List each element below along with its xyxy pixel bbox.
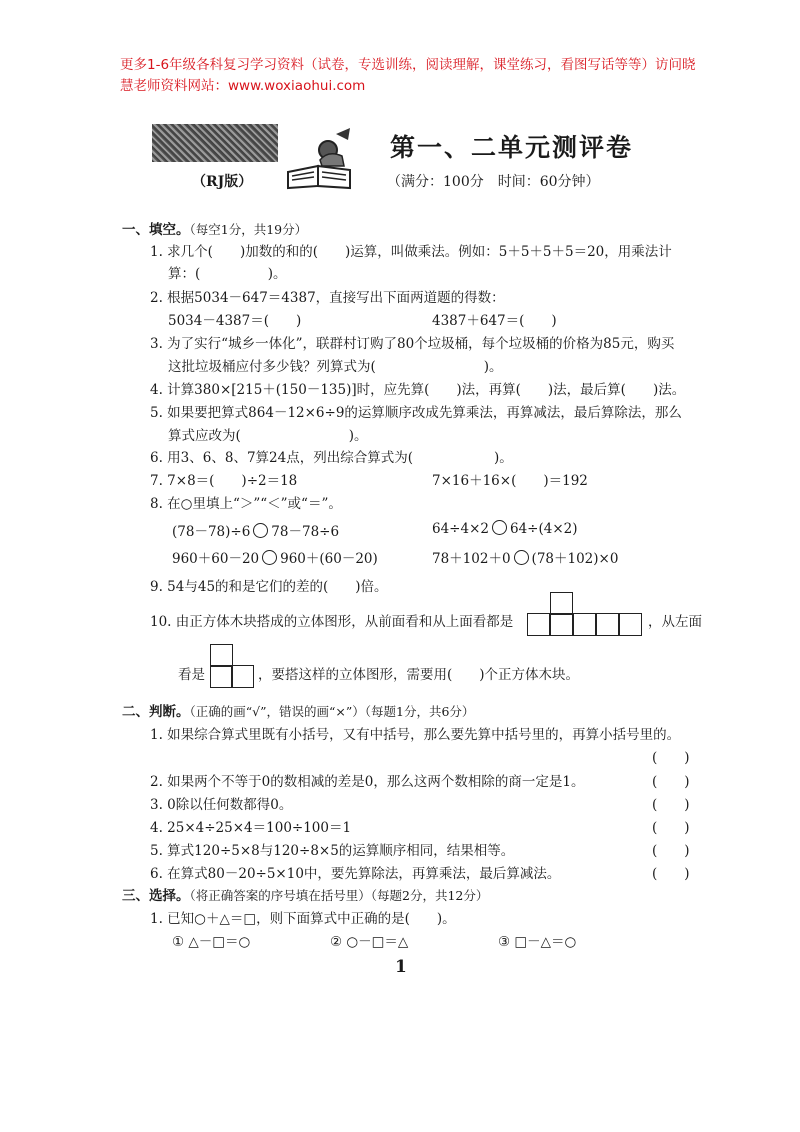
section-fill-heading (122, 218, 307, 238)
answer-paren[interactable]: ( ) (652, 774, 690, 790)
expression: 64÷(4×2) (509, 521, 578, 537)
judge-4: 4. 25×4÷25×4＝100÷100＝1 (150, 820, 352, 836)
question-10-tail: ，从左面 (648, 614, 702, 630)
judge-3: 3. 0除以任何数都得0。 (150, 797, 293, 813)
section-note: （正确的画“√”，错误的画“×”）（每题1分，共6分） (189, 704, 475, 719)
expression: 78＋102＋0 (432, 551, 511, 567)
compare-circle[interactable] (514, 550, 529, 565)
cube-cell (596, 613, 619, 636)
answer-paren[interactable]: ( ) (652, 866, 690, 882)
compare-circle[interactable] (262, 550, 277, 565)
section-choice-heading (122, 884, 488, 904)
section-title: 三、选择。 (122, 888, 190, 904)
cube-cell (550, 592, 573, 615)
choice-option-3[interactable]: ③ □－△＝○ (498, 934, 577, 950)
expression: 78－78÷6 (271, 524, 340, 540)
expression: 960＋60－20 (172, 551, 260, 567)
compare-row-2-left (172, 547, 378, 567)
question-1-line-b: 算：( )。 (168, 266, 287, 282)
page-number: 1 (395, 957, 407, 977)
edition-label: （RJ版） (192, 174, 253, 190)
promo-banner: 更多1-6年级各科复习学习资料（试卷，专选训练，阅读理解，课堂练习，看图写话等等）访问晓慧老师资料网站：www.woxiaohui.com (120, 57, 696, 94)
question-7-a: 7. 7×8＝( )÷2＝18 (150, 473, 298, 489)
question-8: 8. 在○里填上“＞”“＜”或“＝”。 (150, 496, 342, 512)
cube-cell (550, 613, 573, 636)
question-6: 6. 用3、6、8、7算24点，列出综合算式为( )。 (150, 450, 513, 466)
compare-row-2-right (432, 547, 618, 567)
question-5-line-a: 5. 如果要把算式864－12×6÷9的运算顺序改成先算乘法，再算减法，最后算除法，那么 (150, 405, 682, 421)
compare-row-1-left (172, 520, 339, 540)
choice-option-2[interactable]: ② ○－□＝△ (330, 934, 409, 950)
question-3-line-a: 3. 为了实行“城乡一体化”，联群村订购了80个垃圾桶，每个垃圾桶的价格为85元，购买 (150, 336, 675, 352)
question-10-line-c: ，要搭这样的立体图形，需要用( )个正方体木块。 (258, 667, 580, 683)
page-title: 第一、二单元测评卷 (390, 133, 634, 162)
cube-cell (210, 644, 233, 667)
judge-1: 1. 如果综合算式里既有小括号，又有中括号，那么要先算中括号里的，再算小括号里的。 (150, 727, 681, 743)
cube-cell (210, 665, 233, 688)
exam-info: （满分：100分 时间：60分钟） (387, 174, 600, 190)
book-reader-icon (284, 120, 358, 190)
question-7-b: 7×16＋16×( )＝192 (432, 473, 588, 489)
compare-row-1-right (432, 520, 578, 537)
question-3-line-b: 这批垃圾桶应付多少钱？列算式为( )。 (168, 359, 503, 375)
question-4: 4. 计算380×[215＋(150－135)]时，应先算( )法，再算( )法，最后算( )法。 (150, 382, 686, 398)
question-9: 9. 54与45的和是它们的差的( )倍。 (150, 579, 388, 595)
question-5-line-b: 算式应改为( )。 (168, 428, 368, 444)
cube-cell (231, 665, 254, 688)
answer-paren[interactable]: ( ) (652, 797, 690, 813)
question-2-a: 5034－4387＝( ) (168, 313, 302, 329)
section-judge-heading (122, 700, 474, 720)
question-10-line-b: 看是 (178, 667, 205, 683)
choice-option-1[interactable]: ① △－□＝○ (172, 934, 251, 950)
question-2-b: 4387＋647＝( ) (432, 313, 557, 329)
question-2: 2. 根据5034－647＝4387，直接写出下面两道题的得数： (150, 290, 505, 306)
expression: (78－78)÷6 (172, 524, 251, 540)
judge-5: 5. 算式120÷5×8与120÷8×5的运算顺序相同，结果相等。 (150, 843, 515, 859)
question-1-line-a: 1. 求几个( )加数的和的( )运算，叫做乘法。例如：5＋5＋5＋5＝20，用乘法计 (150, 244, 672, 260)
section-note: （每空1分，共19分） (189, 222, 308, 237)
compare-circle[interactable] (492, 520, 507, 535)
judge-6: 6. 在算式80－20÷5×10中，要先算除法，再算乘法，最后算减法。 (150, 866, 561, 882)
cube-cell (619, 613, 642, 636)
expression: 64÷4×2 (432, 521, 489, 537)
section-title: 二、判断。 (122, 704, 190, 720)
section-note: （将正确答案的序号填在括号里）（每题2分，共12分） (189, 888, 489, 903)
choice-1: 1. 已知○＋△＝□，则下面算式中正确的是( )。 (150, 911, 456, 927)
answer-paren[interactable]: ( ) (652, 843, 690, 859)
answer-paren[interactable]: ( ) (652, 750, 690, 766)
header-badge-image (152, 124, 278, 162)
answer-paren[interactable]: ( ) (652, 820, 690, 836)
section-title: 一、填空。 (122, 222, 190, 238)
compare-circle[interactable] (253, 523, 268, 538)
cube-cell (527, 613, 550, 636)
question-10-line-a: 10. 由正方体木块搭成的立体图形，从前面看和从上面看都是 (150, 614, 514, 630)
expression: (78＋102)×0 (531, 551, 619, 567)
expression: 960＋(60－20) (280, 551, 378, 567)
cube-cell (573, 613, 596, 636)
judge-2: 2. 如果两个不等于0的数相减的差是0，那么这两个数相除的商一定是1。 (150, 774, 585, 790)
